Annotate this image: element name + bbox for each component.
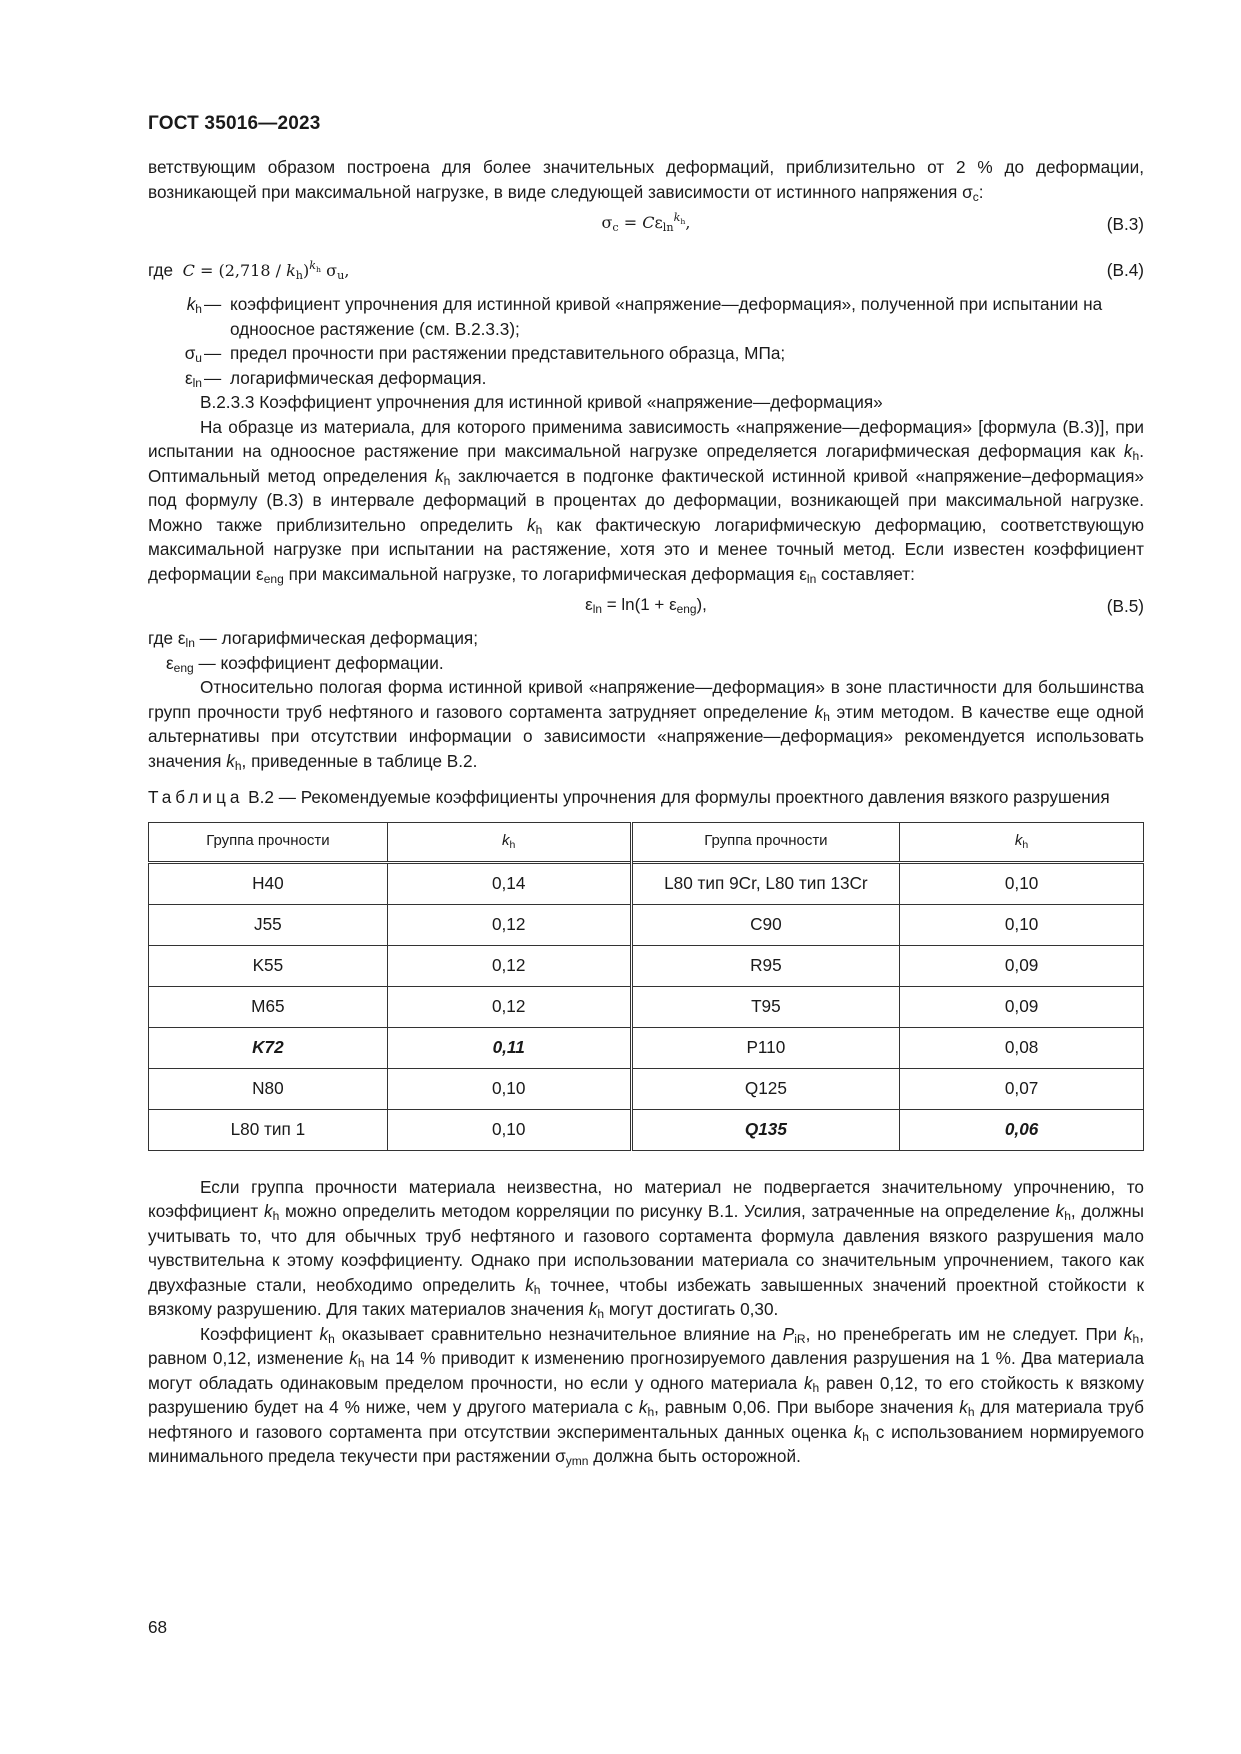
table-row: L80 тип 1 0,10 Q135 0,06 — [149, 1109, 1144, 1150]
paragraph-unknown-group: Если группа прочности материала неизвестна, но материал не подвергается значительному упрочнению, то коэффициент $k_h$ можно определить методом корреляции по рисунку B.1. Усилия, затраченные на определение $k_h$, должны учитывать то, что для обычных труб нефтяного и газового сортамента формула давления вязкого разрушения мало чувствительна к этому коэффициенту. Однако при использовании материала со значительным упрочнением, такого как двухфазные стали, необходимо определить $k_h$ точнее, чтобы избежать завышенных значений проектной стойкости к вязкому разрушению. Для таких материалов значения $k_h$ могут достигать 0,30. — [148, 1176, 1145, 1321]
header-group-2: Группа прочности — [631, 822, 900, 862]
header-kh-1: $k_h$ — [387, 822, 631, 862]
formula-b4: где $C = (2,718 / k_h)^{k_h}$ $\sigma_u$, (B.4) — [148, 259, 1144, 282]
gloss-eps-ln-2: где $\varepsilon_{ln}$ — логарифмическая деформация; — [148, 628, 479, 650]
table-row: K55 0,12 R95 0,09 — [149, 945, 1144, 986]
formula-b3-number: (B.3) — [1106, 214, 1144, 234]
gloss-eps-ln: $\varepsilon_{ln}$ — логарифмическая деформация. — [184, 367, 487, 390]
table-header-row — [149, 822, 1144, 862]
gloss-sigma-u: $\sigma_u$ — предел прочности при растяжении представительного образца, МПа; — [184, 343, 786, 365]
section-title: B.2.3.3 Коэффициент упрочнения для истинной кривой «напряжение—деформация» — [200, 392, 883, 412]
document-header: ГОСТ 35016—2023 — [148, 113, 321, 134]
hardening-coefficients-table — [148, 822, 1144, 1151]
table-row: M65 0,12 T95 0,09 — [149, 986, 1144, 1027]
table-row: J55 0,12 C90 0,10 — [149, 904, 1144, 945]
paragraph-intro: ветствующим образом построена для более значительных деформаций, приблизительно от 2 % до деформации, возникающей при максимальной нагрузке, в виде следующей зависимости от истинного напряжения $\sigma_c$: — [148, 157, 1144, 204]
formula-b5: $\varepsilon_{ln} = \ln(1 + \varepsilon_{eng})$, (B.5) — [148, 590, 1144, 620]
formula-b3-expr: $\sigma_c = C\varepsilon_{ln}^{k_h}$, — [601, 211, 691, 234]
page-number: 68 — [148, 1617, 168, 1637]
formula-b3 — [148, 208, 1144, 238]
header-kh-2: $k_h$ — [900, 822, 1144, 862]
table-row: N80 0,10 Q125 0,07 — [149, 1068, 1144, 1109]
header-group-1: Группа прочности — [149, 822, 388, 862]
body-text — [148, 155, 1144, 1469]
paragraph-alternative: Относительно пологая форма истинной кривой «напряжение—деформация» в зоне пластичности для большинства групп прочности труб нефтяного и газового сортамента затрудняет определение $k_h$ этим методом. В качестве еще одной альтернативы при отсутствии информации о зависимости «напряжение—деформация» рекомендуется использовать значения $k_h$, приведенные в таблице B.2. — [148, 677, 1145, 773]
table-row: H40 0,14 L80 тип 9Cr, L80 тип 13Cr 0,10 — [149, 862, 1144, 904]
formula-b4-number: (B.4) — [1106, 260, 1144, 280]
paragraph-kh-influence: Коэффициент $k_h$ оказывает сравнительно незначительное влияние на $P_{iR}$, но пренебрегать им не следует. При $k_h$, равном 0,12, изменение $k_h$ на 14 % приводит к изменению прогнозируемого давления разрушения на 1 %. Два материала могут обладать одинаковым пределом прочности, но если у одного материала $k_h$ равен 0,12, то его стойкость к вязкому разрушению будет на 4 % ниже, чем у другого материала с $k_h$, равным 0,06. При выборе значения $k_h$ для материала труб нефтяного и газового сортамента при отсутствии экспериментальных данных оценка $k_h$ с использованием нормируемого минимального предела текучести при растяжении $\sigma_{ymn}$ должна быть осторожной. — [148, 1323, 1145, 1468]
document-page — [148, 0, 1144, 1754]
formula-b5-number: (B.5) — [1106, 596, 1144, 616]
table-caption: Таблица B.2 — Рекомендуемые коэффициенты упрочнения для формулы проектного давления вязкого разрушения — [148, 787, 1110, 807]
paragraph-kh-method: На образце из материала, для которого применима зависимость «напряжение—деформация» [формула (B.3)], при испытании на одноосное растяжение при максимальной нагрузке определяется логарифмическая деформация как $k_h$. Оптимальный метод определения $k_h$ заключается в подгонке фактической истинной кривой «напряжение–деформация» под формулу (B.3) в интервале деформаций в процентах до деформации, возникающей при максимальной нагрузке. Можно также приблизительно определить $k_h$ как фактическую логарифмическую деформацию, соответствующую максимальной нагрузке при испытании на растяжение, хотя это и менее точный метод. Если известен коэффициент деформации $\varepsilon_{eng}$ при максимальной нагрузке, то логарифмическая деформация $\varepsilon_{ln}$ составляет: — [148, 416, 1144, 586]
gloss-kh: $k_h$ — коэффициент упрочнения для истинной кривой «напряжение—деформация», полученной при испытании на одноосное растяжение (см. B.2.3.3); — [186, 294, 1103, 339]
table-row: K72 0,11 P110 0,08 — [149, 1027, 1144, 1068]
gloss-eps-eng: $\varepsilon_{eng}$ — коэффициент деформации. — [166, 652, 444, 675]
